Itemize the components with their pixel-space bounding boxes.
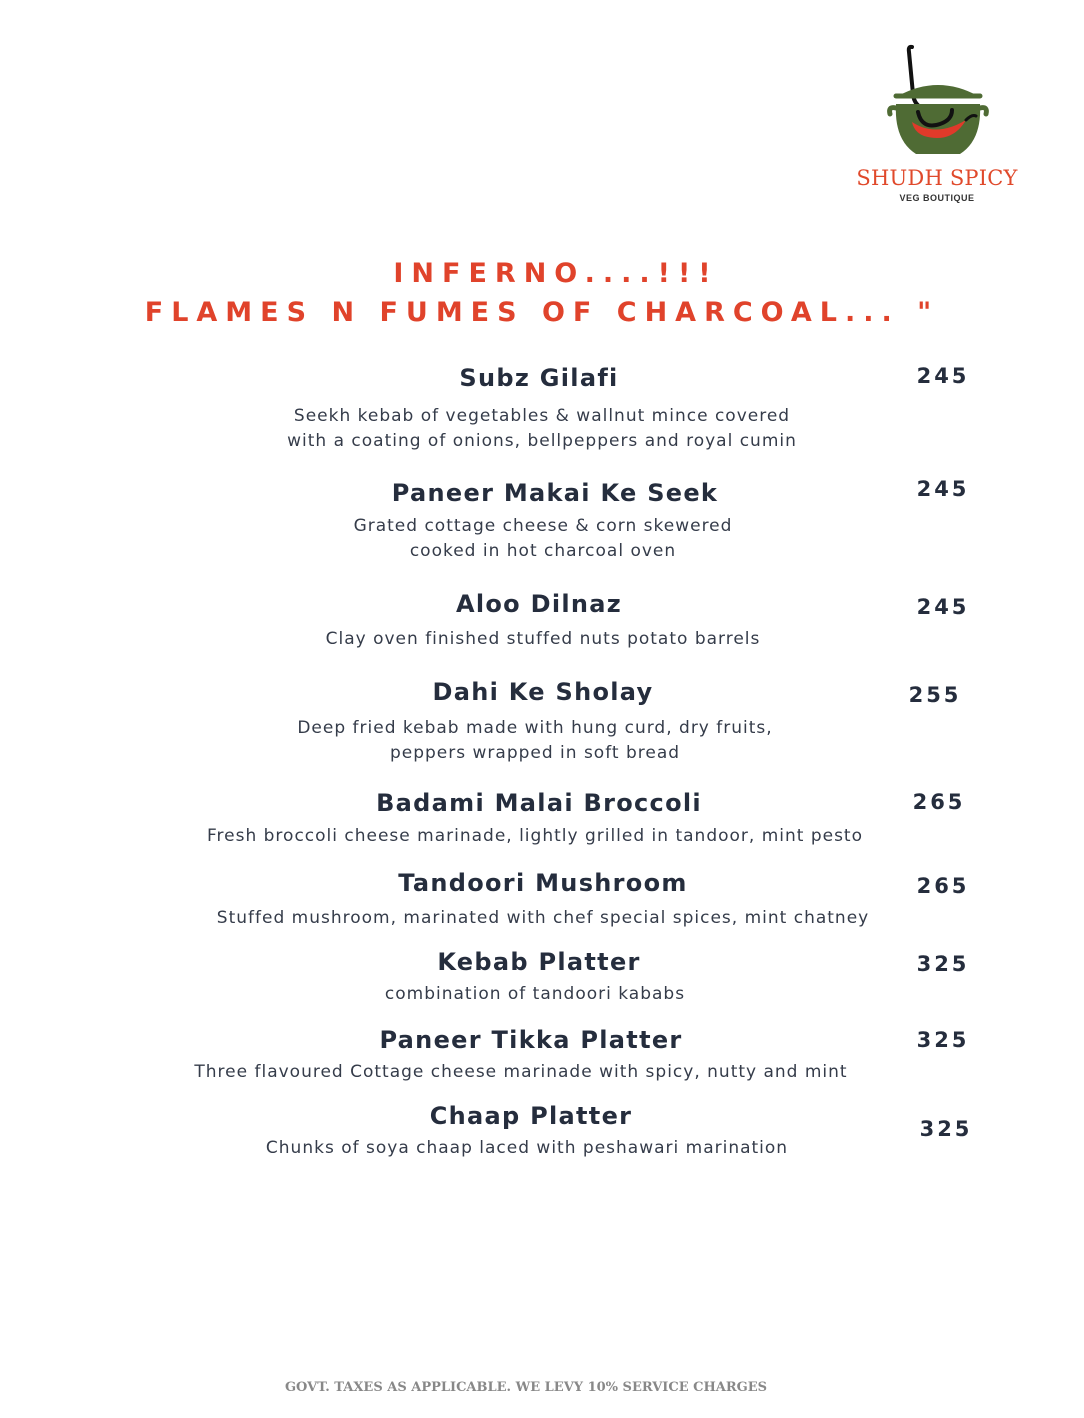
brand-logo (852, 44, 1022, 209)
menu-item-description (385, 982, 685, 1007)
section-subtitle: FLAMES N FUMES OF CHARCOAL... " (144, 297, 940, 328)
menu-item-name: Dahi Ke Sholay (432, 678, 654, 706)
menu-item-name: Subz Gilafi (459, 364, 619, 392)
cooking-pot-with-chili-icon (882, 44, 992, 164)
menu-item-price: 265 (912, 790, 966, 814)
menu-item-price: 245 (916, 477, 970, 501)
menu-item-price: 325 (916, 1028, 970, 1052)
menu-item-price: 255 (908, 683, 962, 707)
menu-item-name: Paneer Makai Ke Seek (391, 479, 719, 507)
menu-item-description-line: Three flavoured Cottage cheese marinade with spicy, nutty and mint (194, 1062, 848, 1082)
brand-tagline: VEG BOUTIQUE (899, 193, 975, 203)
menu-item-name: Aloo Dilnaz (455, 590, 623, 618)
menu-item-name: Chaap Platter (429, 1102, 633, 1130)
menu-item-description-line: with a coating of onions, bellpeppers and royal cumin (287, 431, 797, 451)
menu-item-description (194, 1060, 847, 1085)
menu-item-price: 245 (916, 364, 970, 388)
menu-item-description-line: Grated cottage cheese & corn skewered (353, 516, 733, 536)
menu-item-description-line: Chunks of soya chaap laced with peshawari marination (265, 1138, 789, 1158)
menu-item-name: Badami Malai Broccoli (376, 789, 702, 817)
footer-note: GOVT. TAXES AS APPLICABLE. WE LEVY 10% SERVICE CHARGES (284, 1380, 768, 1395)
menu-item-description (266, 1136, 788, 1161)
menu-item-description (326, 627, 761, 652)
menu-item-price: 325 (919, 1117, 973, 1141)
menu-item-description-line: Stuffed mushroom, marinated with chef special spices, mint chatney (216, 908, 870, 928)
menu-item-name: Kebab Platter (437, 948, 641, 976)
menu-item-price: 325 (916, 952, 970, 976)
menu-item-description (207, 824, 863, 849)
menu-item-description (354, 514, 733, 564)
menu-item-description (217, 906, 869, 931)
menu-item-name: Tandoori Mushroom (398, 869, 688, 897)
menu-item-description (287, 404, 797, 454)
menu-item-price: 245 (916, 595, 970, 619)
menu-item-name: Paneer Tikka Platter (379, 1026, 683, 1054)
menu-item-description-line: combination of tandoori kababs (384, 984, 686, 1004)
menu-item-description (297, 716, 772, 766)
brand-name: SHUDH SPICY (856, 166, 1018, 190)
menu-item-price: 265 (916, 874, 970, 898)
section-title: INFERNO....!!! (393, 258, 719, 289)
menu-item-description-line: Clay oven finished stuffed nuts potato barrels (325, 629, 761, 649)
menu-item-description-line: Deep fried kebab made with hung curd, dry fruits, (297, 718, 773, 738)
menu-item-description-line: cooked in hot charcoal oven (409, 541, 677, 561)
menu-item-description-line: Seekh kebab of vegetables & wallnut mince covered (293, 406, 791, 426)
menu-item-description-line: Fresh broccoli cheese marinade, lightly grilled in tandoor, mint pesto (206, 826, 864, 846)
menu-item-description-line: peppers wrapped in soft bread (389, 743, 681, 763)
